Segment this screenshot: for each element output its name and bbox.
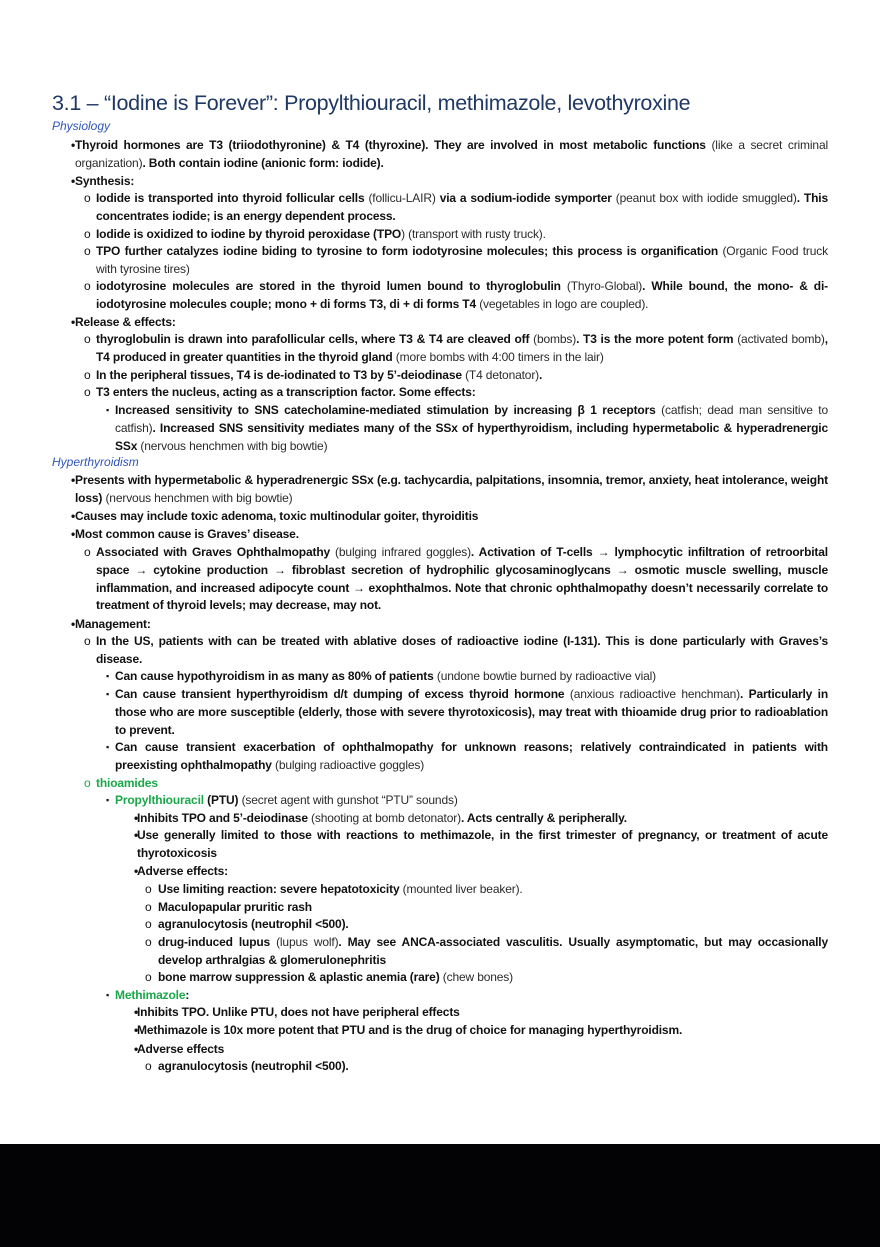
hollow-bullet-icon: o [84, 634, 91, 648]
list-item: ▪ Can cause transient exacerbation of ophthalmopathy for unknown reasons; relatively contraindicated in patients with preexisting ophthalmopathy (bulging radioactive goggles) [106, 740, 828, 772]
list-item: o In the US, patients with can be treated with ablative doses of radioactive iodine (I-131). This is done particularly with Graves’s disease. [84, 634, 828, 666]
hollow-bullet-icon: o [84, 385, 91, 399]
list-item: o agranulocytosis (neutrophil <500). [158, 1058, 828, 1076]
list-item-thioamides [84, 775, 828, 793]
hollow-bullet-icon: o [84, 332, 91, 346]
list-item: o agranulocytosis (neutrophil <500). [158, 916, 828, 934]
list-item-methimazole: ▪ Methimazole: [115, 987, 828, 1005]
list-item: o Maculopapular pruritic rash [158, 899, 828, 917]
square-bullet-icon: ▪ [106, 795, 110, 805]
list-item: • Most common cause is Graves’ disease. [75, 526, 828, 544]
list-item: o Use limiting reaction: severe hepatotoxicity (mounted liver beaker). [158, 881, 828, 899]
list-item: o thyroglobulin is drawn into parafollicular cells, where T3 & T4 are cleaved off (bombs). T3 is the more potent form (activated bomb), T4 produced in greater quantities in the thyroid gland (more bombs with 4:00 timers in the lair) [84, 332, 828, 364]
list-item: o TPO further catalyzes iodine biding to tyrosine to form iodotyrosine molecules; this process is organification (Organic Food truck with tyrosine tires) [84, 244, 828, 276]
list-item: • Inhibits TPO and 5’-deiodinase (shooting at bomb detonator). Acts centrally & peripherally. [137, 810, 828, 828]
bullet-icon: • [134, 1005, 139, 1019]
list-item: o bone marrow suppression & aplastic anemia (rare) (chew bones) [158, 969, 828, 987]
list-item: o In the peripheral tissues, T4 is de-iodinated to T3 by 5’-deiodinase (T4 detonator). [96, 367, 828, 385]
list-item-mmi-adverse: • Adverse effects [137, 1041, 828, 1059]
list-item: • Methimazole is 10x more potent that PTU and is the drug of choice for managing hyperthyroidism. [137, 1022, 828, 1040]
list-item-ptu: ▪ Propylthiouracil (PTU) (secret agent with gunshot “PTU” sounds) [115, 792, 828, 810]
bullet-icon: • [134, 1023, 139, 1037]
bullet-icon: • [134, 864, 139, 878]
list-item: • Presents with hypermetabolic & hyperadrenergic SSx (e.g. tachycardia, palpitations, insomnia, tremor, anxiety, heat intolerance, weight loss) (nervous henchmen with big bowtie) [71, 473, 828, 505]
square-bullet-icon: ▪ [106, 671, 110, 681]
list-item: • Use generally limited to those with reactions to methimazole, in the first trimester of pregnancy, or treatment of acute thyrotoxicosis [134, 828, 828, 860]
bullet-icon: • [71, 174, 76, 188]
square-bullet-icon: ▪ [106, 689, 110, 699]
hollow-bullet-icon: o [84, 776, 91, 790]
drug-class-label: thioamides [96, 776, 158, 790]
hollow-bullet-icon: o [84, 191, 91, 205]
list-item: o Iodide is oxidized to iodine by thyroid peroxidase (TPO) (transport with rusty truck). [96, 226, 828, 244]
bullet-icon: • [134, 1042, 139, 1056]
bullet-icon: • [134, 811, 139, 825]
square-bullet-icon: ▪ [106, 742, 110, 752]
hollow-bullet-icon: o [145, 900, 152, 914]
hollow-bullet-icon: o [145, 917, 152, 931]
bullet-icon: • [71, 138, 76, 152]
list-item: ▪ Can cause transient hyperthyroidism d/t dumping of excess thyroid hormone (anxious radioactive henchman). Particularly in those who are more susceptible (elderly, those with severe thyrotoxicosis), may treat with thioamide drug prior to radioablation to prevent. [106, 687, 828, 737]
list-item: ▪ Increased sensitivity to SNS catecholamine-mediated stimulation by increasing β 1 receptors (catfish; dead man sensitive to catfish). Increased SNS sensitivity mediates many of the SSx of hyperthyroidism, including hypermetabolic & hyperadrenergic SSx (nervous henchmen with big bowtie) [106, 403, 828, 453]
list-item-ptu-adverse: • Adverse effects: [137, 863, 828, 881]
hollow-bullet-icon: o [84, 227, 91, 241]
section-heading-hyperthyroidism: Hyperthyroidism [52, 455, 139, 469]
hollow-bullet-icon: o [145, 970, 152, 984]
bullet-icon: • [71, 473, 76, 487]
list-item: • Causes may include toxic adenoma, toxic multinodular goiter, thyroiditis [75, 508, 828, 526]
bullet-icon: • [71, 315, 76, 329]
list-item: o Associated with Graves Ophthalmopathy (bulging infrared goggles). Activation of T-cells → lymphocytic infiltration of retroorbital space → cytokine production → fibroblast secretion of hydrophilic glycosaminoglycans → osmotic muscle swelling, muscle inflammation, and increased adipocyte count → exophthalmos. Note that chronic ophthalmopathy doesn’t necessarily correlate to treatment of thyroid levels; may decrease, may not. [84, 545, 828, 613]
hollow-bullet-icon: o [145, 935, 152, 949]
list-item: • Thyroid hormones are T3 (triiodothyronine) & T4 (thyroxine). They are involved in most metabolic functions (like a secret criminal organization). Both contain iodine (anionic form: iodide). [71, 138, 828, 170]
drug-name: Methimazole [115, 988, 186, 1002]
page-title: 3.1 – “Iodine is Forever”: Propylthiouracil, methimazole, levothyroxine [52, 91, 691, 115]
hollow-bullet-icon: o [84, 545, 91, 559]
section-heading-physiology: Physiology [52, 119, 111, 133]
footer-black-bar [0, 1144, 880, 1247]
drug-name: Propylthiouracil [115, 793, 204, 807]
list-item: o T3 enters the nucleus, acting as a transcription factor. Some effects: [96, 384, 828, 402]
hollow-bullet-icon: o [145, 882, 152, 896]
square-bullet-icon: ▪ [106, 405, 110, 415]
hollow-bullet-icon: o [84, 244, 91, 258]
bullet-icon: • [71, 527, 76, 541]
hollow-bullet-icon: o [84, 368, 91, 382]
list-item-release: • Release & effects: [75, 314, 828, 332]
hollow-bullet-icon: o [84, 279, 91, 293]
list-item: o Iodide is transported into thyroid follicular cells (follicu-LAIR) via a sodium-iodide symporter (peanut box with iodide smuggled). This concentrates iodide; is an energy dependent process. [84, 191, 828, 223]
bullet-icon: • [71, 617, 76, 631]
square-bullet-icon: ▪ [106, 990, 110, 1000]
list-item-management: • Management: [75, 616, 828, 634]
list-item: o iodotyrosine molecules are stored in the thyroid lumen bound to thyroglobulin (Thyro-Global). While bound, the mono- & di-iodotyrosine molecules couple; mono + di forms T3, di + di forms T4 (vegetables in logo are coupled). [84, 279, 828, 311]
list-item: ▪ Can cause hypothyroidism in as many as 80% of patients (undone bowtie burned by radioactive vial) [115, 668, 828, 686]
bullet-icon: • [134, 828, 139, 842]
list-item-synthesis: • Synthesis: [75, 173, 828, 191]
hollow-bullet-icon: o [145, 1059, 152, 1073]
list-item: • Inhibits TPO. Unlike PTU, does not have peripheral effects [137, 1004, 828, 1022]
bullet-icon: • [71, 509, 76, 523]
list-item: o drug-induced lupus (lupus wolf). May see ANCA-associated vasculitis. Usually asymptomatic, but may occasionally develop arthralgias & glomerulonephritis [145, 935, 828, 967]
